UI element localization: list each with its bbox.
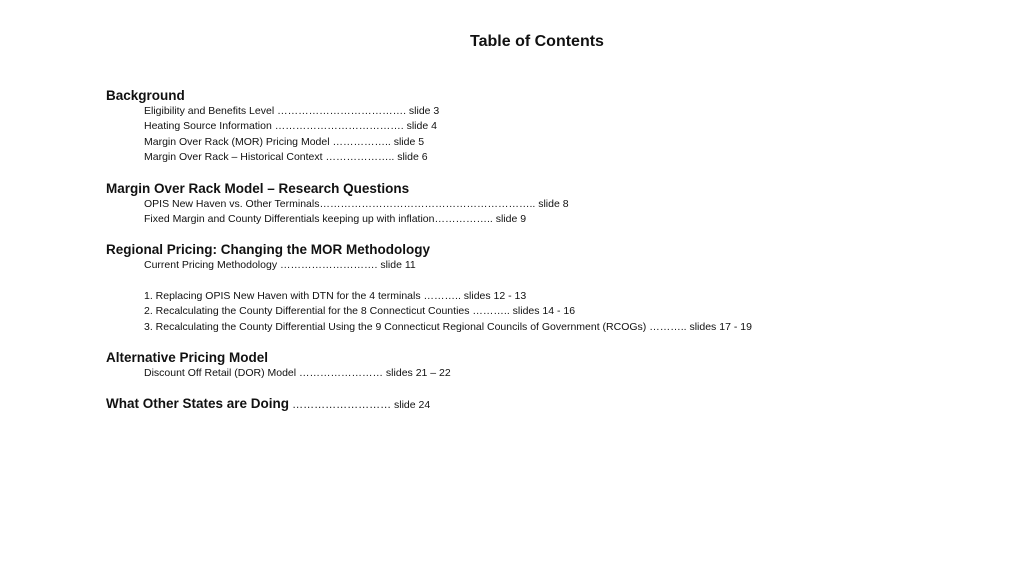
section-mor-research — [106, 181, 1006, 228]
section-gap — [106, 274, 1006, 289]
table-of-contents — [106, 88, 1006, 413]
section-heading: Alternative Pricing Model — [106, 350, 269, 366]
toc-entry: OPIS New Haven vs. Other Terminals…………………………………………………….. slide 8 — [144, 197, 569, 210]
section-gap — [106, 381, 1006, 396]
section-heading: Margin Over Rack Model – Research Questions — [106, 180, 410, 196]
section-other-states — [106, 396, 1006, 413]
section-alternative-pricing — [106, 350, 1006, 381]
slide-reference: slide 24 — [391, 399, 431, 412]
toc-entry: Eligibility and Benefits Level ………………………………. slide 3 — [144, 105, 440, 117]
toc-entry: Margin Over Rack – Historical Context ……………….. slide 6 — [144, 151, 428, 164]
section-gap — [106, 227, 1006, 242]
section-heading: Regional Pricing: Changing the MOR Methodology — [106, 242, 430, 258]
page-title: Table of Contents — [470, 33, 604, 50]
toc-entry: Margin Over Rack (MOR) Pricing Model …………….. slide 5 — [144, 135, 425, 148]
toc-entry: Current Pricing Methodology ………………………. slide 11 — [144, 259, 416, 272]
section-heading: Background — [106, 88, 185, 103]
section-gap — [106, 335, 1006, 350]
toc-entry: 1. Replacing OPIS New Haven with DTN for the 4 terminals ……….. slides 12 - 13 — [144, 289, 527, 302]
section-regional-pricing — [106, 242, 1006, 335]
toc-entry: Fixed Margin and County Differentials keeping up with inflation…………….. slide 9 — [144, 213, 527, 226]
leader-dots: ……………………… — [289, 399, 392, 412]
toc-entry: Heating Source Information ………………………………. slide 4 — [144, 120, 437, 133]
section-background — [106, 88, 1006, 166]
section-heading: What Other States are Doing — [106, 396, 290, 412]
toc-entry: 2. Recalculating the County Differential for the 8 Connecticut Counties ……….. slides 14 - 16 — [144, 305, 576, 318]
toc-entry: Discount Off Retail (DOR) Model …………………… slides 21 – 22 — [144, 367, 451, 380]
section-gap — [106, 166, 1006, 181]
toc-entry: 3. Recalculating the County Differential Using the 9 Connecticut Regional Councils of Government (RCOGs) ……….. slides 17 - 19 — [144, 320, 752, 333]
